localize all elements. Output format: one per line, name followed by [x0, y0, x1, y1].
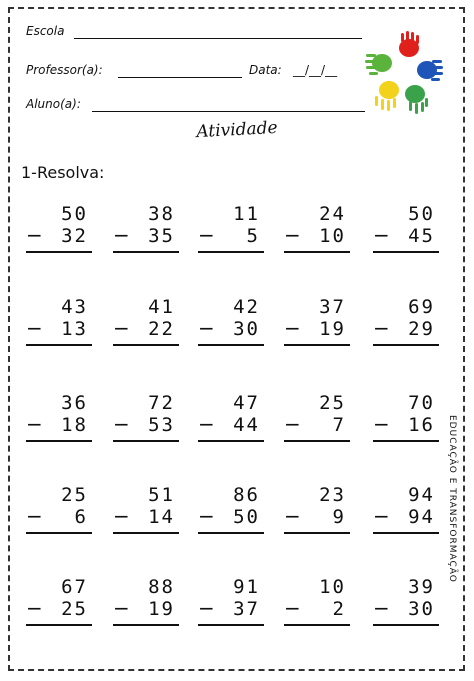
answer-line[interactable] — [284, 251, 350, 253]
answer-line[interactable] — [113, 440, 179, 442]
minus-sign: − — [113, 223, 130, 247]
minus-sign: − — [26, 223, 43, 247]
minuend: 38 — [148, 203, 175, 225]
minuend: 11 — [233, 203, 260, 225]
minuend: 69 — [408, 296, 435, 318]
answer-line[interactable] — [198, 532, 264, 534]
subtrahend: 94 — [408, 506, 435, 528]
aluno-label: Aluno(a): — [26, 97, 81, 111]
subtrahend: 10 — [319, 225, 346, 247]
minus-sign: − — [198, 412, 215, 436]
minus-sign: − — [198, 223, 215, 247]
yellow-hand-icon — [375, 81, 399, 111]
subtraction-problem — [113, 484, 179, 546]
minus-sign: − — [198, 316, 215, 340]
subtrahend: 19 — [319, 318, 346, 340]
subtraction-problem — [373, 296, 439, 358]
subtraction-problem — [198, 484, 264, 546]
subtraction-problem — [113, 576, 179, 638]
subtraction-problem — [373, 203, 439, 265]
subtrahend: 2 — [332, 598, 346, 620]
minuend: 72 — [148, 392, 175, 414]
subtraction-problem — [26, 203, 92, 265]
professor-label: Professor(a): — [26, 63, 103, 77]
subtrahend: 30 — [408, 598, 435, 620]
blue-hand-icon — [417, 60, 443, 81]
minuend: 94 — [408, 484, 435, 506]
minus-sign: − — [284, 596, 301, 620]
side-text: EDUCAÇÃO E TRANSFORMAÇÃO — [447, 415, 457, 583]
subtrahend: 30 — [233, 318, 260, 340]
minuend: 42 — [233, 296, 260, 318]
minus-sign: − — [284, 504, 301, 528]
subtrahend: 37 — [233, 598, 260, 620]
subtraction-problem — [26, 484, 92, 546]
subtrahend: 18 — [61, 414, 88, 436]
answer-line[interactable] — [26, 532, 92, 534]
subtraction-problem — [198, 203, 264, 265]
escola-field[interactable] — [74, 38, 362, 39]
aluno-field[interactable] — [92, 111, 365, 112]
minuend: 67 — [61, 576, 88, 598]
answer-line[interactable] — [373, 251, 439, 253]
instruction-text: 1-Resolva: — [21, 163, 105, 182]
minuend: 25 — [61, 484, 88, 506]
subtraction-problem — [373, 484, 439, 546]
professor-field[interactable] — [118, 77, 242, 78]
subtrahend: 44 — [233, 414, 260, 436]
date-field[interactable]: __/__/__ — [293, 63, 338, 77]
minus-sign: − — [113, 316, 130, 340]
answer-line[interactable] — [284, 532, 350, 534]
subtrahend: 9 — [332, 506, 346, 528]
subtraction-problem — [373, 392, 439, 454]
subtrahend: 22 — [148, 318, 175, 340]
answer-line[interactable] — [26, 624, 92, 626]
answer-line[interactable] — [26, 251, 92, 253]
minus-sign: − — [26, 412, 43, 436]
minus-sign: − — [373, 223, 390, 247]
minuend: 47 — [233, 392, 260, 414]
subtraction-problem — [26, 576, 92, 638]
minuend: 50 — [408, 203, 435, 225]
minuend: 23 — [319, 484, 346, 506]
minus-sign: − — [198, 596, 215, 620]
subtraction-problem — [284, 484, 350, 546]
minuend: 86 — [233, 484, 260, 506]
minuend: 36 — [61, 392, 88, 414]
subtraction-problem — [284, 296, 350, 358]
minus-sign: − — [198, 504, 215, 528]
minus-sign: − — [284, 316, 301, 340]
minuend: 25 — [319, 392, 346, 414]
answer-line[interactable] — [284, 344, 350, 346]
subtraction-problem — [373, 576, 439, 638]
subtrahend: 45 — [408, 225, 435, 247]
answer-line[interactable] — [373, 440, 439, 442]
red-hand-icon — [399, 31, 419, 57]
minus-sign: − — [26, 316, 43, 340]
minus-sign: − — [373, 316, 390, 340]
answer-line[interactable] — [26, 344, 92, 346]
subtrahend: 6 — [74, 506, 88, 528]
answer-line[interactable] — [198, 624, 264, 626]
subtraction-problem — [113, 392, 179, 454]
answer-line[interactable] — [198, 344, 264, 346]
escola-label: Escola — [26, 24, 65, 38]
subtrahend: 19 — [148, 598, 175, 620]
subtrahend: 50 — [233, 506, 260, 528]
answer-line[interactable] — [113, 624, 179, 626]
subtrahend: 29 — [408, 318, 435, 340]
subtraction-problem — [198, 392, 264, 454]
subtraction-problem — [113, 203, 179, 265]
green-hand-icon — [365, 54, 392, 75]
subtraction-problem — [113, 296, 179, 358]
answer-line[interactable] — [373, 532, 439, 534]
minuend: 51 — [148, 484, 175, 506]
minuend: 43 — [61, 296, 88, 318]
minuend: 50 — [61, 203, 88, 225]
subtraction-problem — [26, 392, 92, 454]
subtrahend: 14 — [148, 506, 175, 528]
minuend: 39 — [408, 576, 435, 598]
minus-sign: − — [373, 504, 390, 528]
colorful-hands-logo — [365, 30, 443, 116]
subtraction-problem — [198, 576, 264, 638]
subtraction-problem — [284, 203, 350, 265]
answer-line[interactable] — [284, 440, 350, 442]
answer-line[interactable] — [26, 440, 92, 442]
answer-line[interactable] — [373, 344, 439, 346]
minuend: 24 — [319, 203, 346, 225]
answer-line[interactable] — [113, 532, 179, 534]
data-label: Data: — [249, 63, 282, 77]
minuend: 70 — [408, 392, 435, 414]
minus-sign: − — [113, 596, 130, 620]
answer-line[interactable] — [198, 251, 264, 253]
minus-sign: − — [26, 596, 43, 620]
answer-line[interactable] — [373, 624, 439, 626]
minus-sign: − — [26, 504, 43, 528]
subtrahend: 16 — [408, 414, 435, 436]
subtrahend: 7 — [332, 414, 346, 436]
answer-line[interactable] — [113, 344, 179, 346]
subtraction-problem — [198, 296, 264, 358]
answer-line[interactable] — [113, 251, 179, 253]
minus-sign: − — [284, 412, 301, 436]
page-title: Atividade — [195, 117, 279, 143]
subtraction-problem — [284, 392, 350, 454]
answer-line[interactable] — [284, 624, 350, 626]
minus-sign: − — [373, 596, 390, 620]
subtrahend: 5 — [246, 225, 260, 247]
minuend: 88 — [148, 576, 175, 598]
minuend: 41 — [148, 296, 175, 318]
minus-sign: − — [373, 412, 390, 436]
minuend: 91 — [233, 576, 260, 598]
subtrahend: 35 — [148, 225, 175, 247]
minuend: 37 — [319, 296, 346, 318]
subtrahend: 32 — [61, 225, 88, 247]
subtraction-problem — [26, 296, 92, 358]
minuend: 10 — [319, 576, 346, 598]
minus-sign: − — [284, 223, 301, 247]
answer-line[interactable] — [198, 440, 264, 442]
subtrahend: 25 — [61, 598, 88, 620]
hands-center — [398, 65, 412, 79]
minus-sign: − — [113, 412, 130, 436]
minus-sign: − — [113, 504, 130, 528]
subtraction-problem — [284, 576, 350, 638]
subtrahend: 13 — [61, 318, 88, 340]
subtrahend: 53 — [148, 414, 175, 436]
